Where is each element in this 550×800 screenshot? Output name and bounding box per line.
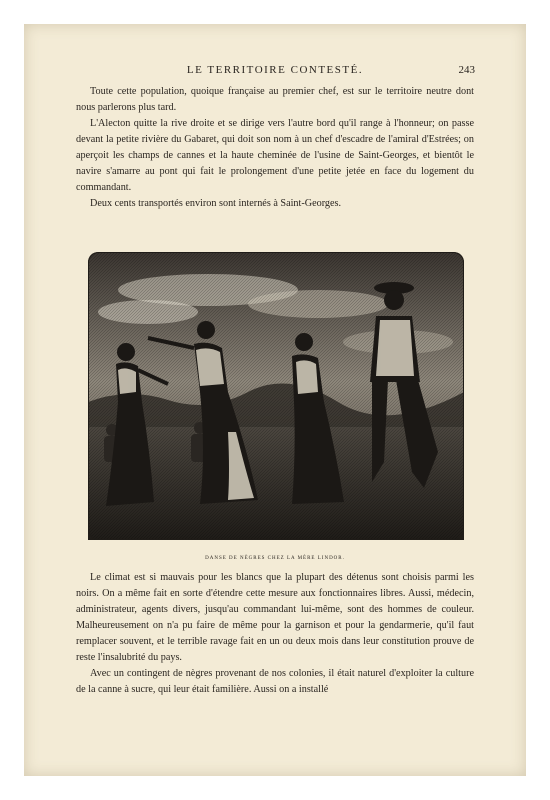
- paragraph: Toute cette population, quoique française au premier chef, est sur le territoire neutre dont nous parlerons plus tard.: [76, 86, 474, 113]
- book-page: [24, 24, 526, 776]
- paragraph: Le climat est si mauvais pour les blancs que la plupart des détenus sont choisis parmi les noirs. On a même fait en sorte d'étendre cette mesure aux fonctionnaires libres. Aussi, médecin, administrateur, agents divers, jusqu'au commandant lui-même, sont des hommes de couleur. Malheureusement on n'a pu faire de même pour la garnison et pour la gendarmerie, qu'il faut remplacer souvent, et le terrible ravage fait en un ou deux mois dans leur constitution prouve de reste l'insalubrité du pays.: [76, 572, 474, 663]
- engraving-illustration: [88, 252, 464, 540]
- running-header: [24, 64, 526, 80]
- running-title: LE TERRITOIRE CONTESTÉ.: [186, 64, 364, 76]
- illustration-caption: DANSE DE NÈGRES CHEZ LA MÈRE LINDOR.: [205, 556, 345, 561]
- dance-engraving-image: [88, 252, 464, 540]
- top-text-block: [76, 84, 474, 212]
- page-number: 243: [458, 64, 475, 76]
- paragraph: L'Alecton quitte la rive droite et se dirige vers l'autre bord qu'il range à l'honneur; on passe devant la petite rivière du Gabaret, qui doit son nom à un chef d'escadre de l'amiral d'Estrées; on aperçoit les champs de cannes et la haute cheminée de l'usine de Saint-Georges, et bientôt le navire s'amarre au pont qui fait le prolongement d'une petite jetée en face du logement du commandant.: [76, 118, 474, 193]
- paragraph: Avec un contingent de nègres provenant de nos colonies, il était naturel d'exploiter la culture de la canne à sucre, qui leur était familière. Aussi on a installé: [76, 668, 474, 695]
- bottom-text-block: [76, 570, 474, 698]
- paragraph: Deux cents transportés environ sont internés à Saint-Georges.: [90, 198, 342, 209]
